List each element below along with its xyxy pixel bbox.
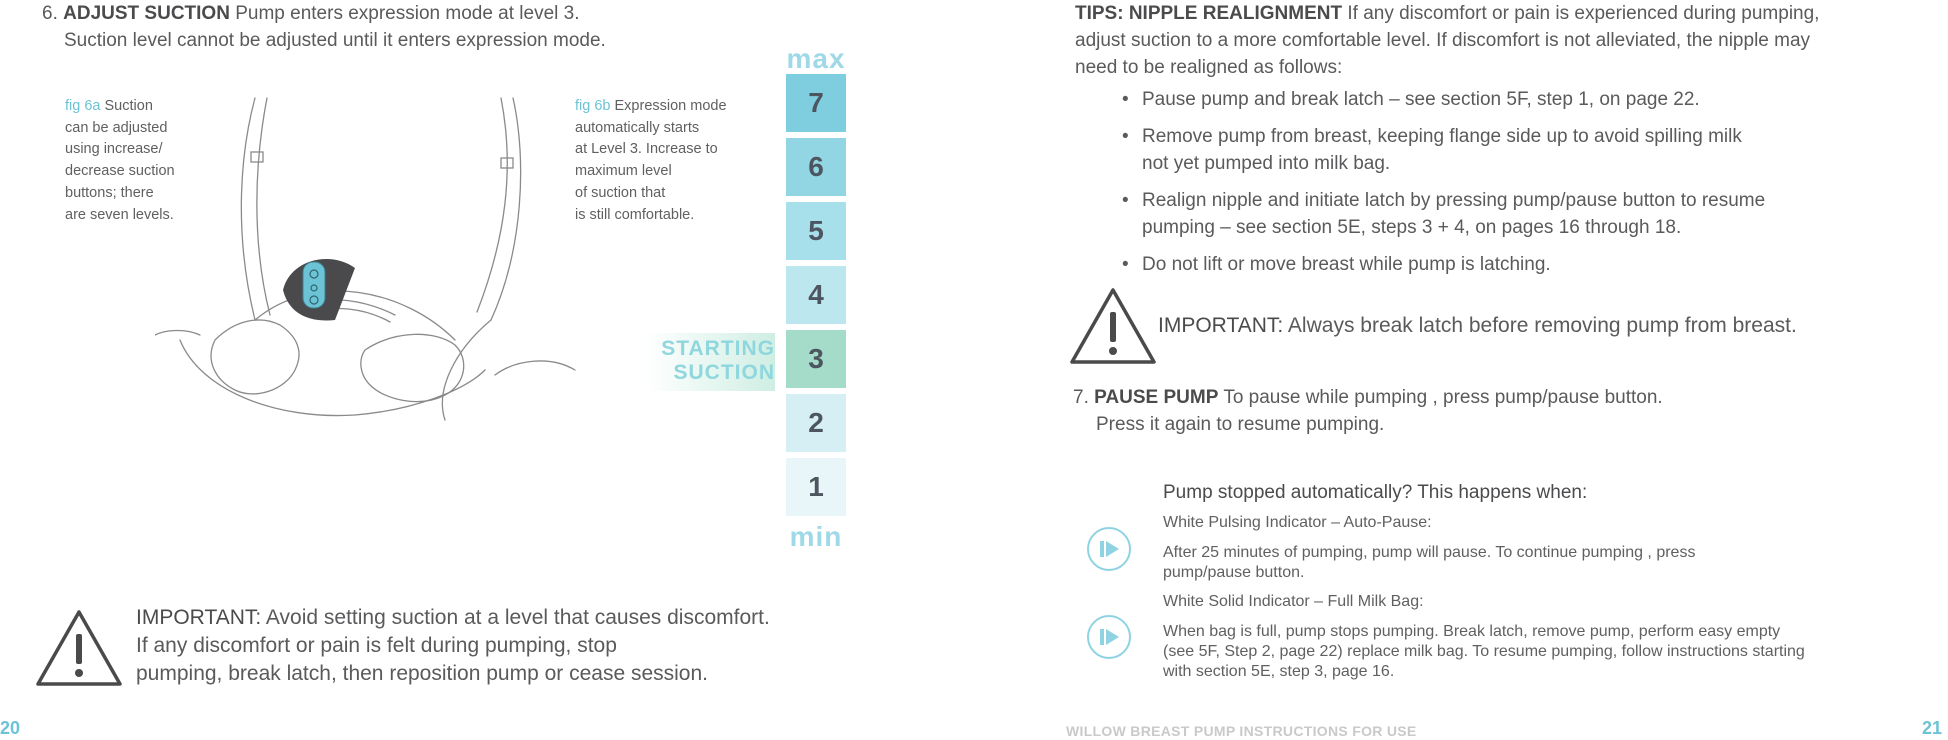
fig6b-line: of suction that	[575, 184, 666, 201]
scale-max-label: max	[786, 43, 846, 74]
fig6b-line: is still comfortable.	[575, 206, 695, 223]
fig6a-line: are seven levels.	[65, 206, 174, 223]
step6-text2: Suction level cannot be adjusted until it enters expression mode.	[64, 30, 606, 51]
step7-number: 7.	[1073, 387, 1089, 408]
left-important-note	[136, 604, 770, 688]
pulsing-title: White Pulsing Indicator – Auto-Pause:	[1163, 514, 1432, 531]
left-important-label: IMPORTANT:	[136, 606, 262, 629]
left-important-line1: Avoid setting suction at a level that causes discomfort.	[265, 606, 770, 629]
right-important-label: IMPORTANT:	[1158, 314, 1284, 337]
level-1: 1	[786, 458, 846, 516]
tips-block	[1075, 0, 1915, 81]
pump-illustration	[155, 90, 605, 480]
left-important-line2: If any discomfort or pain is felt during pumping, stop	[136, 634, 617, 657]
solid-title: White Solid Indicator – Full Milk Bag:	[1163, 593, 1424, 610]
pulsing-line1: After 25 minutes of pumping, pump will pause. To continue pumping , press	[1163, 544, 1696, 561]
level-6: 6	[786, 138, 846, 196]
bullet-icon: •	[1122, 254, 1129, 275]
auto-stop-heading: Pump stopped automatically? This happens when:	[1163, 482, 1588, 503]
fig6a-line: can be adjusted	[65, 119, 168, 136]
fig6b-line: maximum level	[575, 163, 672, 180]
pulsing-indicator-icon	[1086, 526, 1132, 572]
step7-text2: Press it again to resume pumping.	[1096, 414, 1385, 435]
step7-text1: To pause while pumping , press pump/pause button.	[1223, 387, 1663, 408]
starting-line1: STARTING	[661, 337, 775, 360]
bullet-text: Realign nipple and initiate latch by pressing pump/pause button to resume	[1142, 190, 1766, 211]
warning-triangle-icon	[1068, 286, 1158, 366]
tips-heading: TIPS: NIPPLE REALIGNMENT	[1075, 3, 1343, 24]
right-important-text: Always break latch before removing pump from breast.	[1287, 314, 1797, 337]
bullet-icon: •	[1122, 126, 1129, 147]
footer-title: WILLOW BREAST PUMP INSTRUCTIONS FOR USE	[1066, 723, 1417, 739]
bullet-text: Remove pump from breast, keeping flange side up to avoid spilling milk	[1142, 126, 1742, 147]
step7-heading: PAUSE PUMP	[1094, 387, 1219, 408]
bullet-text-cont: not yet pumped into milk bag.	[1142, 153, 1391, 174]
left-important-line3: pumping, break latch, then reposition pump or cease session.	[136, 662, 708, 685]
pulsing-description	[1163, 543, 1903, 583]
level-2: 2	[786, 394, 846, 452]
solid-line1: When bag is full, pump stops pumping. Break latch, remove pump, perform easy empty	[1163, 623, 1781, 640]
tips-line3: need to be realigned as follows:	[1075, 57, 1343, 78]
starting-line2: SUCTION	[673, 361, 775, 384]
realignment-steps	[1120, 86, 1880, 288]
fig6b-line: at Level 3. Increase to	[575, 141, 718, 158]
level-7: 7	[786, 74, 846, 132]
tips-line1: If any discomfort or pain is experienced during pumping,	[1347, 3, 1820, 24]
scale-min-label: min	[789, 521, 843, 552]
list-item	[1120, 123, 1880, 177]
list-item	[1120, 187, 1880, 241]
bullet-icon: •	[1122, 190, 1129, 211]
fig6a-line: buttons; there	[65, 184, 154, 201]
bullet-text: Pause pump and break latch – see section 5F, step 1, on page 22.	[1142, 89, 1700, 110]
fig6b-label: fig 6b	[575, 98, 611, 114]
starting-suction-label	[661, 337, 775, 385]
step6-number: 6.	[42, 3, 58, 24]
pulsing-line2: pump/pause button.	[1163, 564, 1305, 581]
step7-block	[1073, 384, 1663, 438]
suction-scale	[786, 44, 846, 552]
solid-description	[1163, 622, 1903, 682]
fig6a-line: using increase/	[65, 141, 163, 158]
level-4: 4	[786, 266, 846, 324]
page-number-left: 20	[0, 718, 21, 738]
solid-line2: (see 5F, Step 2, page 22) replace milk bag. To resume pumping, follow instructions starting	[1163, 643, 1805, 660]
fig6a-line: decrease suction	[65, 163, 175, 180]
list-item	[1120, 251, 1880, 278]
fig6a-line: Suction	[104, 98, 153, 114]
warning-triangle-icon	[34, 608, 124, 688]
right-important-note	[1158, 314, 1797, 338]
level-5: 5	[786, 202, 846, 260]
step6-block	[42, 0, 606, 54]
tips-line2: adjust suction to a more comfortable level. If discomfort is not alleviated, the nipple may	[1075, 30, 1811, 51]
solid-line3: with section 5E, step 3, page 16.	[1163, 663, 1395, 680]
level-3: 3	[786, 330, 846, 388]
fig6a-label: fig 6a	[65, 98, 101, 114]
step6-heading: ADJUST SUCTION	[63, 3, 230, 24]
bullet-text: Do not lift or move breast while pump is latching.	[1142, 254, 1551, 275]
fig6b-line: Expression mode	[614, 98, 727, 114]
page-number-right: 21	[1922, 718, 1943, 738]
list-item	[1120, 86, 1880, 113]
starting-suction-band	[645, 333, 775, 391]
bullet-text-cont: pumping – see section 5E, steps 3 + 4, on pages 16 through 18.	[1142, 217, 1682, 238]
solid-indicator-icon	[1086, 614, 1132, 660]
step6-text1: Pump enters expression mode at level 3.	[235, 3, 580, 24]
bullet-icon: •	[1122, 89, 1129, 110]
fig6b-line: automatically starts	[575, 119, 700, 136]
